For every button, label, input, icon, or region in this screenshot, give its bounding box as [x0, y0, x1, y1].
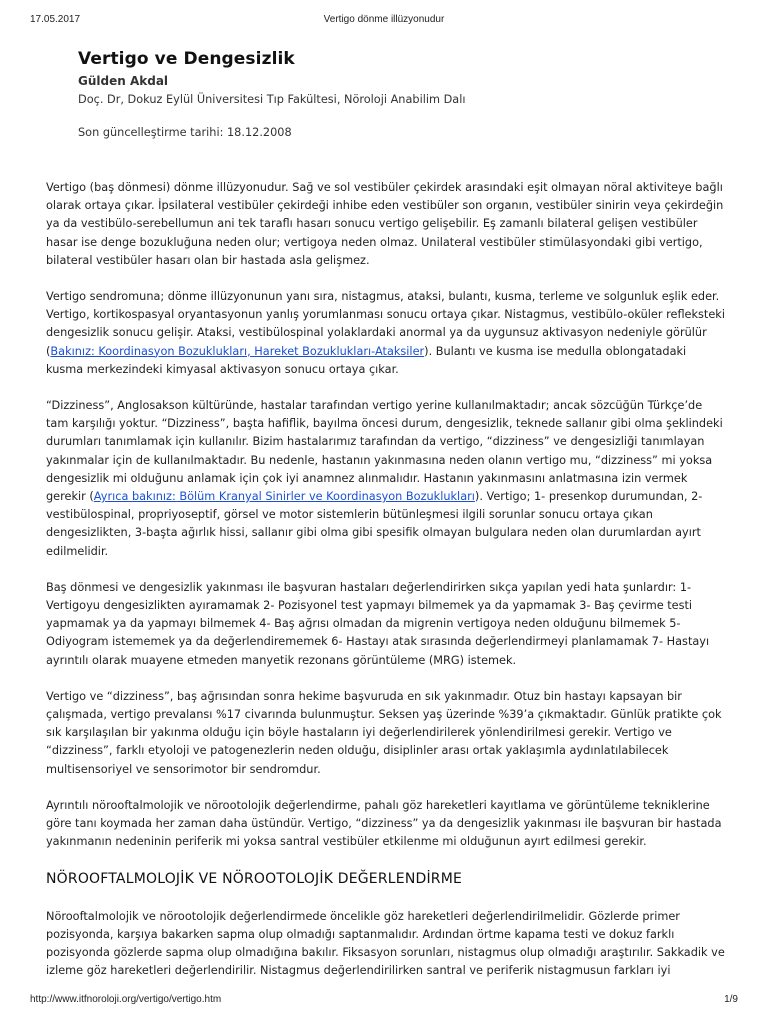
link-kranyal-sinirler[interactable]: Ayrıca bakınız: Bölüm Kranyal Sinirler ve Koordinasyon Bozuklukları — [93, 490, 475, 504]
article-body — [46, 179, 726, 980]
author-affiliation: Doç. Dr, Dokuz Eylül Üniversitesi Tıp Fakültesi, Nöroloji Anabilim Dalı — [78, 93, 466, 106]
link-koordinasyon-bozukluklari[interactable]: Bakınız: Koordinasyon Bozuklukları, Hareket Bozuklukları-Ataksiler — [50, 344, 425, 358]
paragraph-3-text-b: ). Vertigo; 1- presenkop durumundan, 2- vestibülospinal, propriyoseptif, görsel ve motor sistemlerin bütünleşmesi ilgili sorunlar sonucu ortaya çıkan dengesizlikten, 3-başta ağırlık hissi, sallanır gibi olma gibi spesifik olmayan bulgulara neden olan durumlardan ayırt edilmelidir. — [46, 490, 703, 558]
print-footer — [30, 994, 738, 1008]
article — [46, 48, 726, 998]
paragraph-4: Baş dönmesi ve dengesizlik yakınması ile başvuran hastaları değerlendirirken sıkça yapılan yedi hata şunlardır: 1- Vertigoyu dengesizlikten ayıramamak 2- Pozisyonel test yapmayı bilmemek ya da yapmamak 3- Baş çevirme testi yapmamak ya da yapmayı bilmemek 4- Baş ağrısı olmadan da migrenin vertigoya neden olduğunu bilmemek 5- Odiyogram istememek ya da değerlendirememek 6- Hastayı atak sırasında değerlendirmeyi planlamamak 7- Hastayı ayrıntılı olarak muayene etmeden manyetik rezonans görüntüleme (MRG) istemek. — [46, 580, 710, 667]
print-header — [30, 14, 738, 28]
paragraph-2 — [46, 288, 726, 379]
paragraph-2-text-b: ). Bulantı ve kusma ise medulla oblongatadaki kusma merkezindeki kimyasal aktivasyon sonucu ortaya çıkar. — [46, 344, 687, 376]
print-doc-title: Vertigo dönme illüzyonudur — [323, 14, 445, 25]
paragraph-6: Ayrıntılı nörooftalmolojik ve nörootolojik değerlendirme, pahalı göz hareketleri kayıtlama ve görüntüleme tekniklerine göre tanı koymada her zaman daha üstündür. Vertigo, “dizziness” ya da dengesizlik yakınması ile başvuran bir hastada yakınmanın nedeninin periferik mi yoksa santral vestibüler etkilenme mi olduğunun ayırt edilmesi gerekir. — [46, 798, 722, 849]
paragraph-3 — [46, 397, 726, 561]
page-number: 1/9 — [724, 994, 738, 1005]
author-name: Gülden Akdal — [78, 74, 169, 88]
paragraph-1: Vertigo (baş dönmesi) dönme illüzyonudur. Sağ ve sol vestibüler çekirdek arasındaki eşit olmayan nöral aktiviteye bağlı olarak ortaya çıkar. İpsilateral vestibüler çekirdeği inhibe eden vestibüler son organın, vestibüler sinirin veya çekirdeğin ya da vestibülo-serebellumun ani tek taraflı hasarı sonucu vertigo gelişebilir. Eş zamanlı bilateral gelişen vestibüler hasar ise denge bozukluğuna neden olur; vertigoya neden olmaz. Unilateral vestibüler stimülasyondaki gibi vertigo, bilateral vestibüler hasarı olan bir hastada asla gelişmez. — [46, 181, 724, 267]
section-heading: NÖROOFTALMOLOJİK VE NÖROOTOLOJİK DEĞERLENDİRME — [46, 870, 463, 887]
paragraph-2-text-a: Vertigo sendromuna; dönme illüzyonunun yanı sıra, nistagmus, ataksi, bulantı, kusma, terleme ve solgunluk eşlik eder. Vertigo, kortikospasyal oryantasyonun yanlış yorumlanması sonucu ortaya çıkar. Nistagmus, vestibülo-oküler refleksteki dengesizlik sonucu gelişir. Ataksi, vestibülospinal yolaklardaki anormal ya da uygunsuz aktivasyon nedeniyle görülür ( — [46, 290, 725, 358]
last-updated: Son güncelleştirme tarihi: 18.12.2008 — [78, 126, 292, 139]
article-title: Vertigo ve Dengesizlik — [78, 49, 295, 69]
print-url: http://www.itfnoroloji.org/vertigo/vertigo.htm — [30, 994, 222, 1005]
print-date: 17.05.2017 — [30, 14, 81, 25]
paragraph-7: Nörooftalmolojik ve nörootolojik değerlendirmede öncelikle göz hareketleri değerlendirilmelidir. Gözlerde primer pozisyonda, karşıya bakarken sapma olup olmadığı saptanmalıdır. Ardından örtme kapama testi ve dokuz farklı pozisyonda gözlerde sapma olup olmadığına bakılır. Fiksasyon sorunları, nistagmus olup olmadığı araştırılır. Sakkadik ve izleme göz hareketleri değerlendirilir. Nistagmus değerlendirilirken santral ve periferik nistagmusun farkları iyi — [46, 909, 725, 978]
title-block — [78, 48, 758, 141]
paragraph-5: Vertigo ve “dizziness”, baş ağrısından sonra hekime başvuruda en sık yakınmadır. Otuz bin hastayı kapsayan bir çalışmada, vertigo prevalansı %17 civarında bulunmuştur. Seksen yaş üzerinde %39’a çıkmaktadır. Günlük pratikte çok sık karşılaşılan bir yakınma olduğu için böyle hastaların iyi değerlendirilerek yönlendirilmesi gerekir. Vertigo ve “dizziness”, farklı etyoloji ve patogenezlerin neden olduğu, disiplinler arası ortak yaklaşımla aydınlatılabilecek multisensoriyel ve sensorimotor bir sendromdur. — [46, 689, 722, 776]
paragraph-3-text-a: “Dizziness”, Anglosakson kültüründe, hastalar tarafından vertigo yerine kullanılmaktadır; ancak sözcüğün Türkçe’de tam karşılığı yoktur. “Dizziness”, başta hafiflik, bayılma öncesi durum, dengesizlik, teknede sallanır gibi olma şeklindeki durumları tanımlamak için kullanılır. Bizim hastalarımız tarafından da vertigo, “dizziness” ve dengesizliği tanımlayan yakınmalar için de kullanılmaktadır. Bu nedenle, hastanın yakınmasına neden olanın vertigo mu, “dizziness” mi yoksa dengesizlik mi olduğunu anlamak için çok iyi anamnez alınmalıdır. Hastanın yakınmasını anlatmasına izin vermek gerekir ( — [46, 399, 723, 504]
